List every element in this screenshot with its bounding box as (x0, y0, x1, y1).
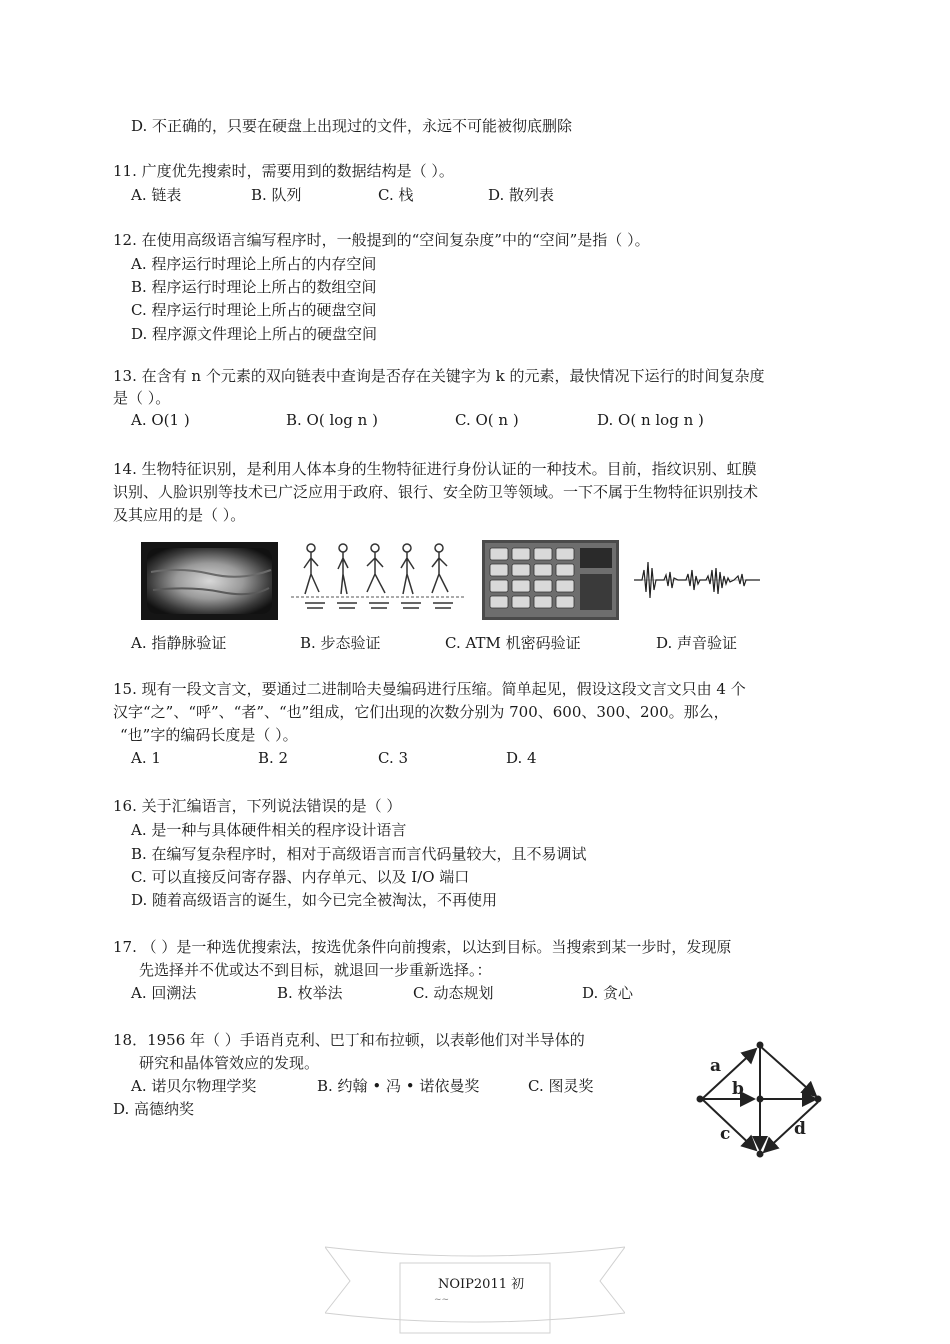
directed-graph-diagram (690, 1040, 825, 1162)
q15-stem-line2: 汉字“之”、“呼”、“者”、“也”组成，它们出现的次数分别为 700、600、300、200。那么， (113, 703, 729, 721)
q10-option-d: D. 不正确的，只要在硬盘上出现过的文件，永远不可能被彻底删除 (131, 117, 573, 135)
q15-option-b: B. 2 (258, 749, 289, 767)
q18-stem-line2: 研究和晶体管效应的发现。 (139, 1054, 320, 1072)
q12-option-d: D. 程序源文件理论上所占的硬盘空间 (131, 325, 378, 343)
q18-option-a: A. 诺贝尔物理学奖 (131, 1077, 257, 1095)
edge-top-to-right (760, 1046, 816, 1096)
edge-right-to-bottom (764, 1102, 818, 1152)
q11-option-a: A. 链表 (131, 186, 182, 204)
q17-option-a: A. 回溯法 (131, 984, 197, 1002)
q14-option-c: C. ATM 机密码验证 (445, 634, 581, 652)
q15-option-a: A. 1 (131, 749, 161, 767)
node-center (757, 1096, 764, 1103)
q14-stem-line1: 14. 生物特征识别，是利用人体本身的生物特征进行身份认证的一种技术。目前，指纹识别、虹膜 (113, 460, 757, 478)
q12-option-c: C. 程序运行时理论上所占的硬盘空间 (131, 301, 377, 319)
q14-option-d: D. 声音验证 (656, 634, 738, 652)
gait-image (287, 540, 468, 620)
graph-label-d: d (794, 1119, 806, 1139)
q14-stem-line3: 及其应用的是（ ）。 (113, 506, 246, 524)
q12-option-a: A. 程序运行时理论上所占的内存空间 (131, 255, 377, 273)
footer-subtitle: ~~ (434, 1295, 450, 1305)
q13-stem-line2: 是（ ）。 (113, 389, 171, 407)
q11-option-d: D. 散列表 (488, 186, 555, 204)
q16-option-d: D. 随着高级语言的诞生，如今已完全被淘汰，不再使用 (131, 891, 498, 909)
q14-option-b: B. 步态验证 (300, 634, 381, 652)
q17-option-c: C. 动态规划 (413, 984, 494, 1002)
q17-stem-line1: 17. （ ）是一种选优搜索法，按选优条件向前搜索，以达到目标。当搜索到某一步时，发现原 (113, 938, 732, 956)
node-bottom (757, 1151, 764, 1158)
q14-option-a: A. 指静脉验证 (131, 634, 227, 652)
q18-stem-line1: 18．1956 年（ ）手语肖克利、巴丁和布拉顿，以表彰他们对半导体的 (113, 1031, 585, 1049)
q16-stem: 16. 关于汇编语言，下列说法错误的是（ ） (113, 797, 402, 815)
q11-option-c: C. 栈 (378, 186, 414, 204)
node-right (815, 1096, 822, 1103)
atm-keypad-image (482, 540, 619, 620)
q15-stem-line1: 15. 现有一段文言文，要通过二进制哈夫曼编码进行压缩。简单起见，假设这段文言文只由 4 个 (113, 680, 746, 698)
q12-stem: 12. 在使用高级语言编写程序时，一般提到的“空间复杂度”中的“空间”是指（ ）。 (113, 231, 650, 249)
node-top (757, 1042, 764, 1049)
voice-waveform-image (630, 540, 764, 620)
q15-option-d: D. 4 (506, 749, 537, 767)
node-left (697, 1096, 704, 1103)
q16-option-a: A. 是一种与具体硬件相关的程序设计语言 (131, 821, 407, 839)
q16-option-c: C. 可以直接反问寄存器、内存单元、以及 I/O 端口 (131, 868, 470, 886)
q13-option-c: C. O( n ) (455, 411, 519, 429)
q13-stem-line1: 13. 在含有 n 个元素的双向链表中查询是否存在关键字为 k 的元素，最快情况下运行的时间复杂度 (113, 367, 765, 385)
q17-option-b: B. 枚举法 (277, 984, 343, 1002)
q11-stem: 11. 广度优先搜索时，需要用到的数据结构是（ ）。 (113, 162, 454, 180)
q14-stem-line2: 识别、人脸识别等技术已广泛应用于政府、银行、安全防卫等领域。一下不属于生物特征识别技术 (113, 483, 759, 501)
graph-label-c: c (720, 1124, 731, 1144)
q12-option-b: B. 程序运行时理论上所占的数组空间 (131, 278, 377, 296)
q13-option-b: B. O( log n ) (286, 411, 378, 429)
q18-option-c: C. 图灵奖 (528, 1077, 594, 1095)
q17-stem-line2: 先选择并不优或达不到目标，就退回一步重新选择。： (139, 961, 492, 979)
graph-label-a: a (710, 1056, 722, 1076)
q16-option-b: B. 在编写复杂程序时，相对于高级语言而言代码量较大，且不易调试 (131, 845, 587, 863)
q13-option-a: A. O(1 ) (131, 411, 190, 429)
q18-option-d: D. 高德纳奖 (113, 1100, 195, 1118)
graph-label-b: b (732, 1079, 744, 1099)
q11-option-b: B. 队列 (251, 186, 302, 204)
q15-stem-line3: “也”字的编码长度是（ ）。 (120, 726, 298, 744)
q13-option-d: D. O( n log n ) (597, 411, 704, 429)
q18-option-b: B. 约翰 • 冯 • 诺依曼奖 (317, 1077, 480, 1095)
finger-vein-image (141, 542, 278, 620)
footer-title: NOIP2011 初 (438, 1277, 525, 1292)
q15-option-c: C. 3 (378, 749, 409, 767)
q17-option-d: D. 贪心 (582, 984, 634, 1002)
